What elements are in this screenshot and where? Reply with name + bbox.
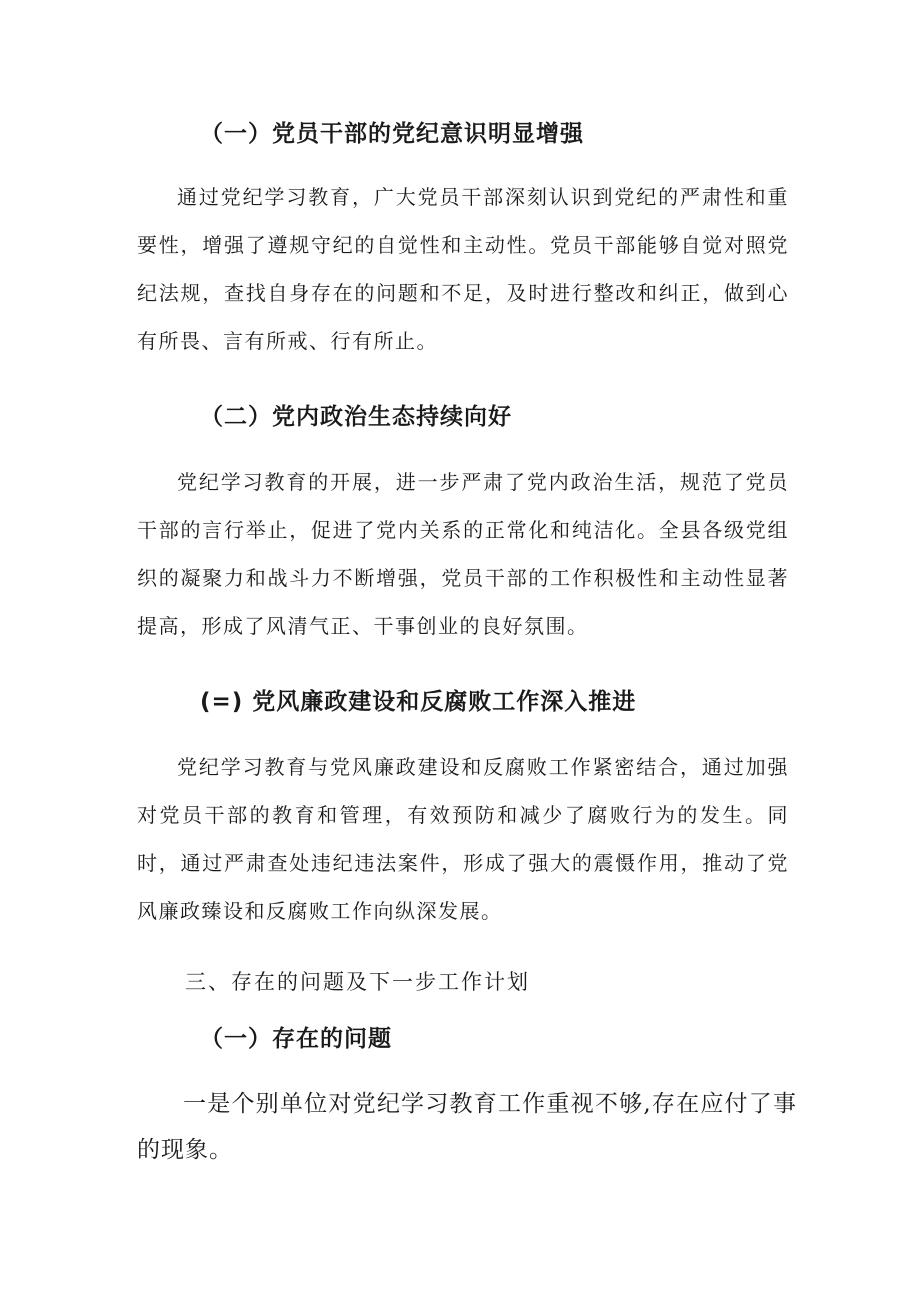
part-title-problems-and-plans: 三、存在的问题及下一步工作计划 [185, 970, 530, 994]
section-heading-anti-corruption: (=) 党风廉政建设和反腐败工作深入推进 [200, 689, 637, 715]
section-heading-party-discipline-awareness: （一）党员干部的党纪意识明显增强 [200, 121, 584, 147]
section-body-anti-corruption: 党纪学习教育与党风廉政建设和反腐败工作紧密结合，通过加强对党员干部的教育和管理，有效预防和减少了腐败行为的发生。同时，通过严肃查处违纪违法案件，形成了强大的震慑作用，推动了党风廉政臻设和反腐败工作向纵深发展。 [137, 755, 789, 923]
sub-heading-existing-problems: （一）存在的问题 [200, 1026, 392, 1052]
problems-body-first: 一是个别单位对党纪学习教育工作重视不够,存在应付了事的现象。 [137, 1091, 797, 1163]
section-heading-political-ecology: （二）党内政治生态持续向好 [200, 404, 512, 430]
section-body-political-ecology: 党纪学习教育的开展，进一步严肃了党内政治生活，规范了党员干部的言行举止，促进了党内关系的正常化和纯洁化。全县各级党组织的凝聚力和战斗力不断增强，党员干部的工作积极性和主动性显著提高，形成了风清气正、干事创业的良好氛围。 [137, 470, 789, 638]
section-body-party-discipline-awareness: 通过党纪学习教育，广大党员干部深刻认识到党纪的严肃性和重要性，增强了遵规守纪的自觉性和主动性。党员干部能够自觉对照党纪法规，查找自身存在的问题和不足，及时进行整改和纠正，做到心有所畏、言有所戒、行有所止。 [137, 185, 789, 353]
